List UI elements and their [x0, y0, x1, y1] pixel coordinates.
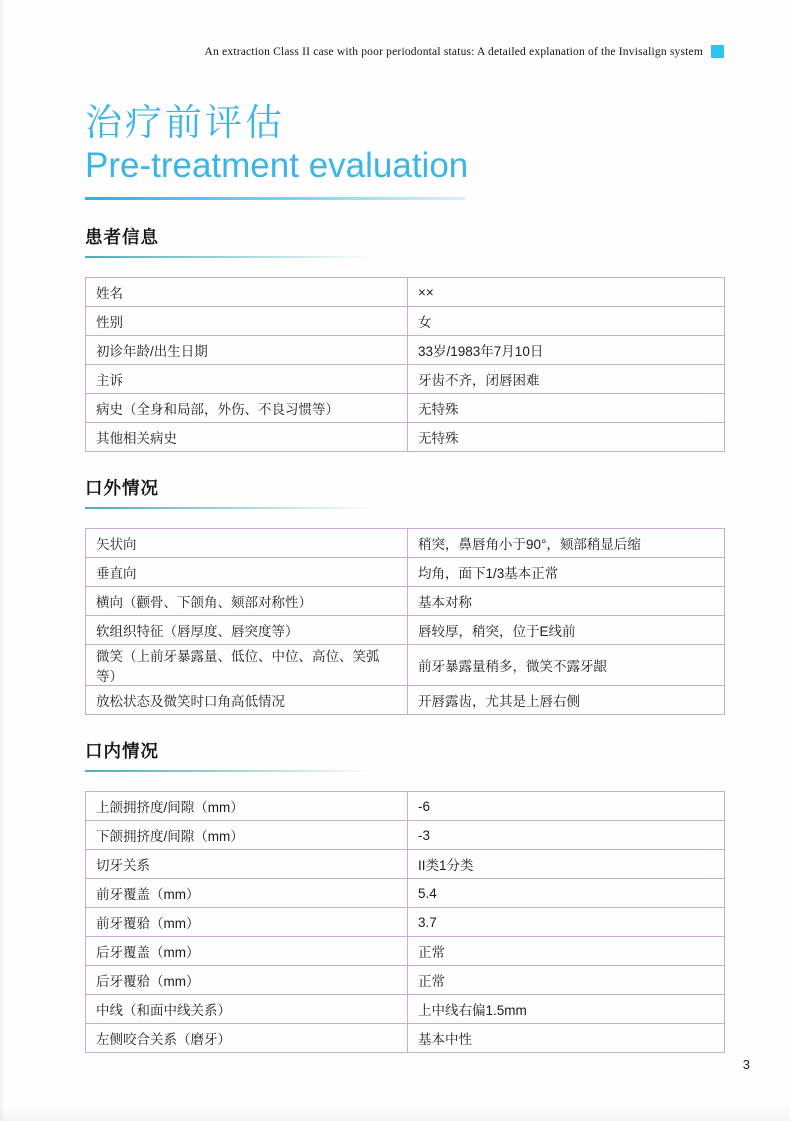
row-value: 稍突，鼻唇角小于90°，颏部稍显后缩	[408, 529, 725, 558]
table-row	[86, 821, 725, 850]
page-title-en: Pre-treatment evaluation	[85, 146, 469, 186]
table-row	[86, 278, 725, 307]
chapter-title-block	[85, 100, 468, 200]
row-value: 正常	[408, 937, 725, 966]
row-value: 前牙暴露量稍多，微笑不露牙龈	[408, 645, 725, 686]
row-value: -3	[408, 821, 725, 850]
row-value: 开唇露齿，尤其是上唇右侧	[408, 686, 725, 715]
table-row	[86, 365, 725, 394]
row-value: 女	[408, 307, 725, 336]
row-value: 基本中性	[408, 1024, 725, 1053]
row-label: 横向（颧骨、下颌角、颏部对称性）	[86, 587, 408, 616]
table-row	[86, 423, 725, 452]
row-label: 微笑（上前牙暴露量、低位、中位、高位、笑弧等）	[86, 645, 408, 686]
section-title: 口内情况	[85, 741, 159, 761]
table-row	[86, 307, 725, 336]
row-value: ××	[408, 278, 725, 307]
section-title: 口外情况	[85, 478, 159, 498]
row-label: 病史（全身和局部，外伤、不良习惯等）	[86, 394, 408, 423]
table-row	[86, 616, 725, 645]
table-row	[86, 908, 725, 937]
table-row	[86, 879, 725, 908]
row-label: 后牙覆盖（mm）	[86, 937, 408, 966]
row-value: 正常	[408, 966, 725, 995]
running-head	[205, 45, 724, 58]
page-title-zh: 治疗前评估	[85, 102, 285, 143]
row-label: 姓名	[86, 278, 408, 307]
row-value: 33岁/1983年7月10日	[408, 336, 725, 365]
section-underline-rule	[85, 770, 375, 772]
row-label: 中线（和面中线关系）	[86, 995, 408, 1024]
section-underline-rule	[85, 507, 375, 509]
row-label: 前牙覆盖（mm）	[86, 879, 408, 908]
table-row	[86, 587, 725, 616]
table-row	[86, 850, 725, 879]
row-value: -6	[408, 792, 725, 821]
intraoral-table	[85, 791, 725, 1053]
table-row	[86, 966, 725, 995]
row-label: 垂直向	[86, 558, 408, 587]
table-row	[86, 394, 725, 423]
extraoral-table	[85, 528, 725, 715]
row-label: 主诉	[86, 365, 408, 394]
section-title: 患者信息	[85, 227, 159, 247]
row-value: 无特殊	[408, 394, 725, 423]
sections-container	[85, 224, 725, 1076]
title-underline-rule	[85, 197, 465, 200]
table-row	[86, 336, 725, 365]
cyan-square-icon	[711, 45, 724, 58]
row-value: II类1分类	[408, 850, 725, 879]
row-label: 初诊年龄/出生日期	[86, 336, 408, 365]
table-row	[86, 1024, 725, 1053]
table-row	[86, 792, 725, 821]
section-extraoral	[85, 475, 725, 715]
page-number: 3	[742, 1057, 750, 1072]
section-intraoral	[85, 738, 725, 1053]
scan-bottom-band	[0, 1105, 790, 1121]
row-label: 软组织特征（唇厚度、唇突度等）	[86, 616, 408, 645]
row-label: 矢状向	[86, 529, 408, 558]
row-value: 唇较厚，稍突，位于E线前	[408, 616, 725, 645]
table-row	[86, 645, 725, 686]
section-underline-rule	[85, 256, 375, 258]
table-row	[86, 686, 725, 715]
row-label: 后牙覆𬌗（mm）	[86, 966, 408, 995]
row-label: 其他相关病史	[86, 423, 408, 452]
row-label: 切牙关系	[86, 850, 408, 879]
row-value: 3.7	[408, 908, 725, 937]
table-row	[86, 529, 725, 558]
table-row	[86, 995, 725, 1024]
row-label: 前牙覆𬌗（mm）	[86, 908, 408, 937]
row-value: 基本对称	[408, 587, 725, 616]
row-label: 放松状态及微笑时口角高低情况	[86, 686, 408, 715]
row-label: 下颌拥挤度/间隙（mm）	[86, 821, 408, 850]
section-patient-info	[85, 224, 725, 452]
row-value: 牙齿不齐，闭唇困难	[408, 365, 725, 394]
row-label: 性别	[86, 307, 408, 336]
table-row	[86, 937, 725, 966]
row-value: 5.4	[408, 879, 725, 908]
scan-left-edge	[0, 0, 4, 1121]
row-label: 左侧咬合关系（磨牙）	[86, 1024, 408, 1053]
row-value: 均角，面下1/3基本正常	[408, 558, 725, 587]
table-row	[86, 558, 725, 587]
patient-info-table	[85, 277, 725, 452]
running-head-text: An extraction Class II case with poor periodontal status: A detailed explanation of the Invisalign system	[204, 45, 703, 58]
row-label: 上颌拥挤度/间隙（mm）	[86, 792, 408, 821]
row-value: 上中线右偏1.5mm	[408, 995, 725, 1024]
row-value: 无特殊	[408, 423, 725, 452]
